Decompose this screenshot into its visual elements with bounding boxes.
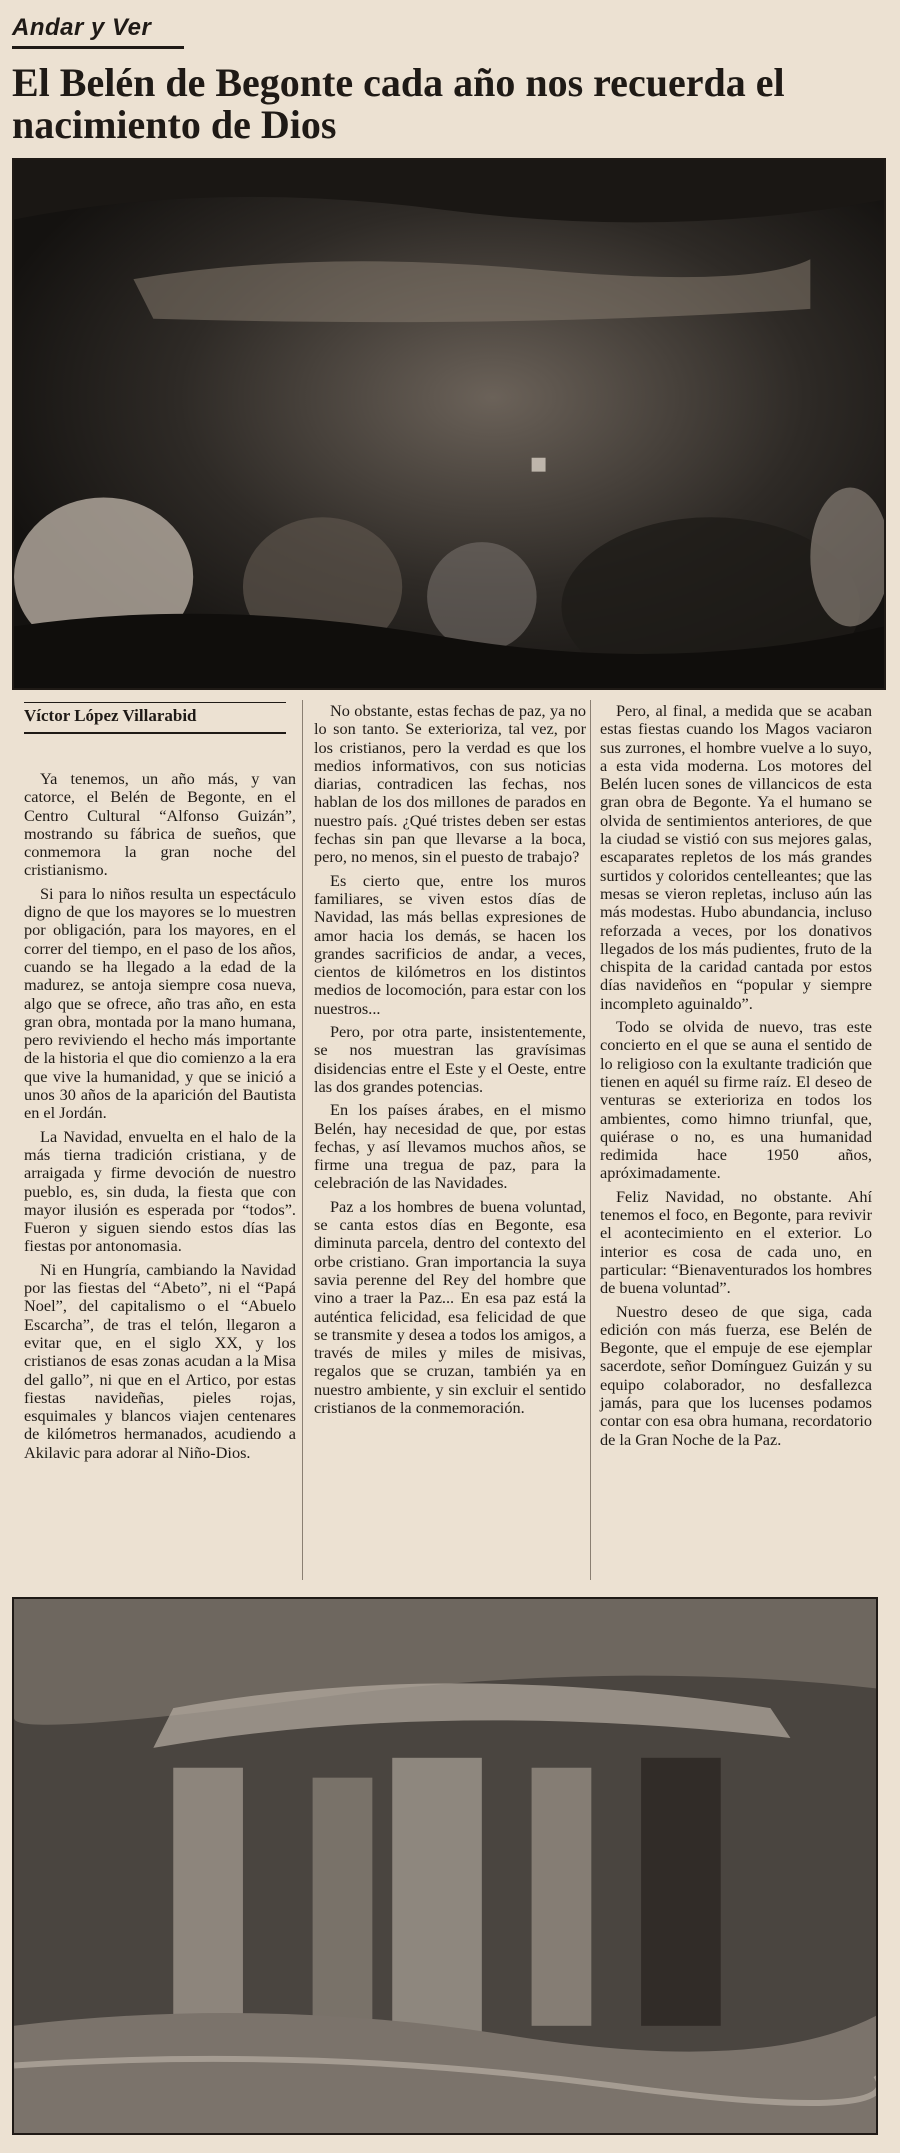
- headline: El Belén de Begonte cada año nos recuerda el nacimiento de Dios: [12, 60, 785, 147]
- paragraph: Nuestro deseo de que siga, cada edición con más fuerza, ese Belén de Begonte, que el empuje de ese ejemplar sacerdote, señor Domínguez Guizán y su equipo colaborador, no desfallezca jamás, para que los lucenses podamos contar con esa obra humana, recordatorio de la Gran Noche de la Paz.: [600, 1301, 872, 1449]
- paragraph: No obstante, estas fechas de paz, ya no lo son tanto. Se exterioriza, tal vez, por los cristianos, pero la verdad es que los medios informativos, con sus noticias diarias, contradicen las fechas, nos hablan de los dos millones de parados en nuestro país. ¿Qué tristes deben ser estas fechas sin pan que llevarse a la boca, pero, no menos, sin el puesto de trabajo?: [314, 701, 586, 867]
- paragraph: Pero, por otra parte, insistentemente, se nos muestran las gravísimas disidencias entre el Este y el Oeste, entre las dos grandes potencias.: [314, 1022, 586, 1096]
- byline-rule-bottom: [24, 732, 286, 734]
- byline-rule-top: [24, 702, 286, 703]
- paragraph: Feliz Navidad, no obstante. Ahí tenemos el foco, en Begonte, para revivir el acontecimiento en el exterior. Lo interior es cosa de cada uno, en particular: “Bienaventurados los hombres de buena voluntad”.: [600, 1186, 872, 1298]
- section-underline: [12, 46, 184, 49]
- paragraph: Pero, al final, a medida que se acaban estas fiestas cuando los Magos vaciaron sus zurrones, el hombre vuelve a lo suyo, a esta vida moderna. Los motores del Belén lucen sones de villancicos de esta gran obra de Begonte. Ya el humano se olvida de sentimientos anteriores, de que la ciudad se vistió con sus mejores galas, escaparates repletos de los más grandes surtidos y coloridos centelleantes; que las mesas se vieron repletas, incluso aún las más modestas. Hubo abundancia, incluso reforzada a veces, por los donativos llegados de los más pudientes, fruto de la chispita de la caridad cantada por estos días navideños en “popular y siempre incompleto aguinaldo”.: [600, 701, 872, 1013]
- nativity-scene-photo: [12, 158, 886, 690]
- paragraph: Es cierto que, entre los muros familiares, se viven estos días de Navidad, las más bellas expresiones de amor hacia los demás, se hacen los grandes sacrificios de andar, a veces, cientos de kilómetros en los distintos medios de locomoción, para estar con los nuestros...: [314, 870, 586, 1018]
- column-divider: [590, 700, 591, 1580]
- paragraph: Todo se olvida de nuevo, tras este concierto en el que se auna el sentido de lo religioso con la exultante tradición que tienen en aquél su firme raíz. El deseo de venturas se exterioriza en todos los ambientes, como himno triunfal, que, quiérase o no, es una humanidad redimida hace 1950 años, apróximadamente.: [600, 1017, 872, 1183]
- paragraph: Ni en Hungría, cambiando la Navidad por las fiestas del “Abeto”, ni el “Papá Noel”, del capitalismo o el “Abuelo Escarcha”, de tras el telón, llegaron a evitar que, en el siglo XX, y los cristianos de esas zonas acudan a la Misa del gallo”, ni que en el Artico, por estas fiestas navideñas, pieles rojas, esquimales y blancos viajen centenares de kilómetros hermanados, acudiendo a Akilavic para adorar al Niño-Dios.: [24, 1259, 296, 1462]
- article-column-2: [314, 702, 586, 1422]
- column-divider: [302, 700, 303, 1580]
- paragraph: Paz a los hombres de buena voluntad, se canta estos días en Begonte, esa diminuta parcela, dentro del contexto del orbe cristiano. Gran importancia la suya savia perenne del Rey del hombre que vino a traer la Paz... En esa paz está la auténtica felicidad, esa felicidad de que se transmite y desea a todos los amigos, a través de miles y miles de misivas, regalos que se cruzan, también ya en nuestro ambiente, y sin excluir el sentido cristianos de la conmemoración.: [314, 1196, 586, 1417]
- paragraph: La Navidad, envuelta en el halo de la más tierna tradición cristiana, y de arraigada y firme devoción de nuestro pueblo, es, sin duda, la fiesta que con mayor ilusión es esperada por “todos”. Fueron y siguen siendo estos días las fiestas por antonomasia.: [24, 1126, 296, 1256]
- stone-building-photo: [12, 1597, 878, 2135]
- paragraph: Ya tenemos, un año más, y van catorce, el Belén de Begonte, en el Centro Cultural “Alfonso Guizán”, mostrando su fábrica de sueños, que conmemora la gran noche del cristianismo.: [24, 769, 296, 880]
- byline: Víctor López Villarabid: [24, 706, 197, 725]
- article-column-3: [600, 702, 872, 1454]
- paragraph: En los países árabes, en el mismo Belén, hay necesidad de que, por estas fechas, y así llevamos muchos años, se firme una tregua de paz, para la celebración de las Navidades.: [314, 1100, 586, 1193]
- article-column-1: [24, 770, 296, 1467]
- section-label: Andar y Ver: [12, 14, 152, 41]
- paragraph: Si para lo niños resulta un espectáculo digno de que los mayores se lo muestren por obligación, para los mayores, en el correr del tiempo, en el paso de los años, cuando se ha llegado a la edad de la madurez, se antoja siempre cosa nueva, algo que se ofrece, año tras año, en esta gran obra, montada por la mano humana, pero reviviendo el hecho más importante de la historia el que dio comienzo a la era que vive la humanidad, y que se inició a unos 30 años de la aparición del Bautista en el Jordán.: [24, 883, 296, 1123]
